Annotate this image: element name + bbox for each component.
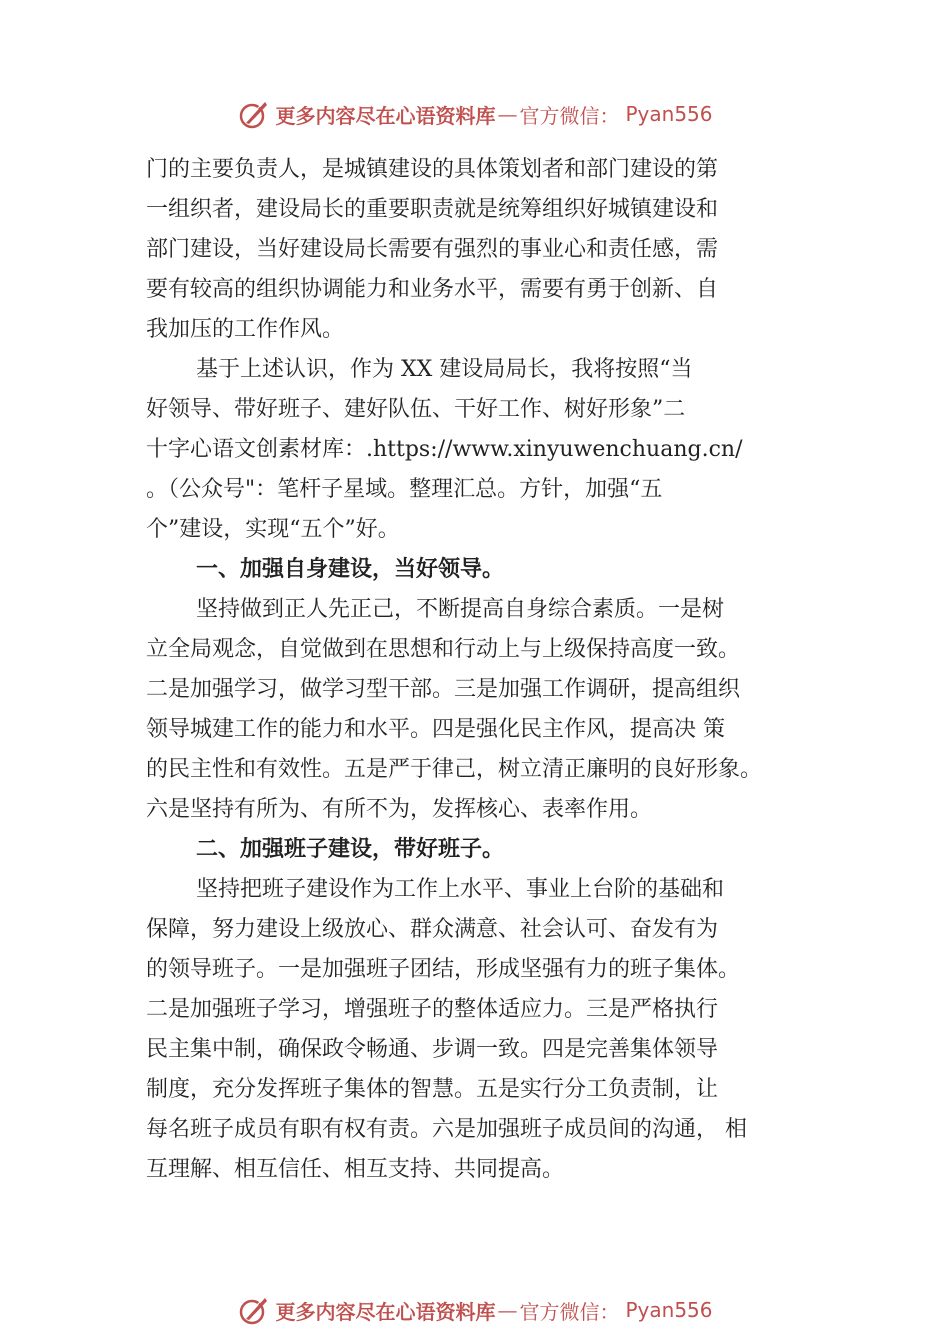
paragraph	[146, 590, 846, 830]
text-line: 二是加强班子学习，增强班子的整体适应力。三是严格执行	[146, 997, 719, 1022]
text-line: 二是加强学习，做学习型干部。三是加强工作调研，提高组织	[146, 677, 741, 702]
text-line: 个”建设，实现“五个”好。	[146, 517, 400, 542]
text-line: 的民主性和有效性。五是严于律己，树立清正廉明的良好形象。	[146, 757, 763, 782]
banner-brand: 更多内容尽在心语资料库	[275, 1299, 496, 1324]
banner-wechat-label: 官方微信：	[519, 1299, 620, 1324]
text-line: 我加压的工作作风。	[146, 317, 345, 342]
document-body	[146, 150, 846, 1190]
text-line: 互理解、相互信任、相互支持、共同提高。	[146, 1157, 565, 1182]
section-heading-2: 二、加强班子建设，带好班子。	[196, 837, 505, 862]
quill-logo-icon	[237, 97, 271, 131]
text-line: 基于上述认识，作为 XX 建设局局长，我将按照“当	[196, 357, 693, 382]
text-line: 坚持把班子建设作为工作上水平、事业上台阶的基础和	[196, 877, 725, 902]
footer-banner	[0, 1290, 950, 1330]
text-line: 的领导班子。一是加强班子团结，形成坚强有力的班子集体。	[146, 957, 741, 982]
text-line: 保障，努力建设上级放心、群众满意、社会认可、奋发有为	[146, 917, 719, 942]
text-line: 。（公众号"：笔杆子星域。整理汇总。方针，加强“五	[146, 477, 663, 502]
banner-wechat-id: Pyan556	[625, 1298, 713, 1322]
text-line: 要有较高的组织协调能力和业务水平，需要有勇于创新、自	[146, 277, 719, 302]
quill-logo-icon	[237, 1293, 271, 1327]
text-line: 立全局观念，自觉做到在思想和行动上与上级保持高度一致。	[146, 637, 741, 662]
banner-wechat-id: Pyan556	[625, 102, 713, 126]
paragraph	[146, 350, 846, 550]
paragraph	[146, 870, 846, 1190]
banner-wechat-label: 官方微信：	[519, 103, 620, 128]
section-heading-1: 一、加强自身建设，当好领导。	[196, 557, 505, 582]
text-line: 领导城建工作的能力和水平。四是强化民主作风，提高决 策	[146, 717, 725, 742]
paragraph	[146, 150, 846, 350]
text-line: 一组织者，建设局长的重要职责就是统筹组织好城镇建设和	[146, 197, 719, 222]
header-banner	[0, 94, 950, 134]
banner-dash: —	[497, 102, 518, 126]
banner-brand: 更多内容尽在心语资料库	[275, 103, 496, 128]
text-line: 六是坚持有所为、有所不为，发挥核心、表率作用。	[146, 797, 653, 822]
text-line: 制度，充分发挥班子集体的智慧。五是实行分工负责制，让	[146, 1077, 719, 1102]
text-line: 民主集中制，确保政令畅通、步调一致。四是完善集体领导	[146, 1037, 719, 1062]
text-line: 每名班子成员有职有权有责。六是加强班子成员间的沟通， 相	[146, 1117, 747, 1142]
text-line: 十字心语文创素材库：.https://www.xinyuwenchuang.cn/	[146, 437, 743, 462]
text-line: 坚持做到正人先正己，不断提高自身综合素质。一是树	[196, 597, 725, 622]
banner-dash: —	[497, 1298, 518, 1322]
text-line: 部门建设，当好建设局长需要有强烈的事业心和责任感，需	[146, 237, 719, 262]
text-line: 好领导、带好班子、建好队伍、干好工作、树好形象”二	[146, 397, 686, 422]
text-line: 门的主要负责人，是城镇建设的具体策划者和部门建设的第	[146, 157, 719, 182]
